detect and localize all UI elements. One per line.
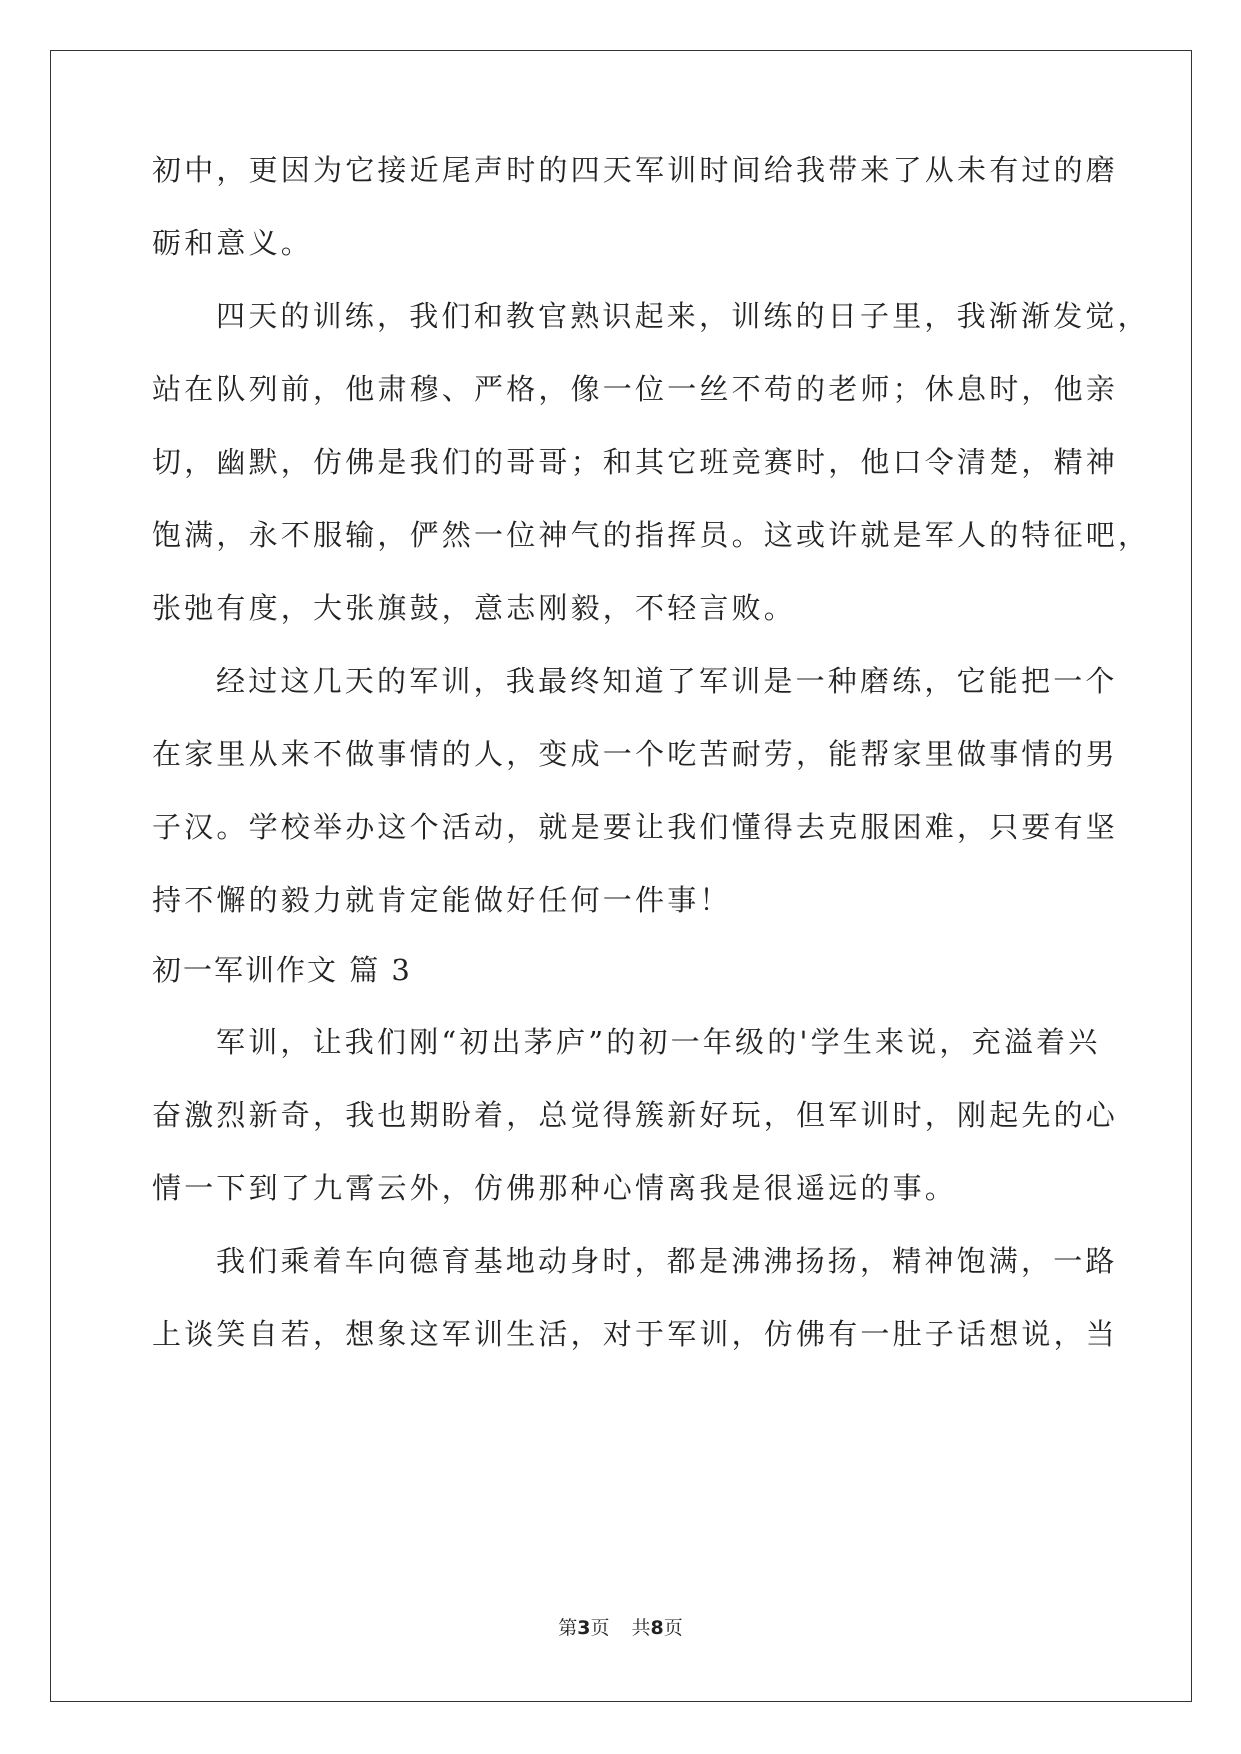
text-line: 情一下到了九霄云外，仿佛那种心情离我是很遥远的事。	[152, 1171, 958, 1205]
text-line: 站在队列前，他肃穆、严格，像一位一丝不苟的老师；休息时，他亲	[152, 372, 1119, 406]
text-line: 砺和意义。	[152, 226, 314, 260]
total-prefix: 共	[631, 1617, 651, 1639]
text-line: 切，幽默，仿佛是我们的哥哥；和其它班竞赛时，他口令清楚，精神	[152, 445, 1119, 479]
total-pages: 8	[650, 1617, 664, 1639]
paragraph-start-line: 我们乘着车向德育基地动身时，都是沸沸扬扬，精神饱满，一路	[216, 1244, 1118, 1278]
text-line: 初中，更因为它接近尾声时的四天军训时间给我带来了从未有过的磨	[152, 153, 1119, 187]
text-line: 子汉。学校举办这个活动，就是要让我们懂得去克服困难，只要有坚	[152, 810, 1119, 844]
page-suffix: 页	[590, 1617, 610, 1639]
text-line: 持不懈的毅力就肯定能做好任何一件事！	[152, 883, 732, 917]
paragraph-start-line: 四天的训练，我们和教官熟识起来，训练的日子里，我渐渐发觉，	[216, 299, 1150, 333]
total-suffix: 页	[663, 1617, 683, 1639]
page-prefix: 第	[558, 1617, 578, 1639]
text-line: 张弛有度，大张旗鼓，意志刚毅，不轻言败。	[152, 591, 797, 625]
paragraph-start-line: 经过这几天的军训，我最终知道了军训是一种磨练，它能把一个	[216, 664, 1118, 698]
page-footer	[0, 1616, 1241, 1640]
text-line: 上谈笑自若，想象这军训生活，对于军训，仿佛有一肚子话想说，当	[152, 1317, 1119, 1351]
text-line: 饱满，永不服输，俨然一位神气的指挥员。这或许就是军人的特征吧，	[152, 518, 1151, 552]
paragraph-start-line: 军训，让我们刚“初出茅庐”的初一年级的'学生来说，充溢着兴	[216, 1025, 1101, 1059]
section-heading: 初一军训作文 篇 3	[152, 953, 412, 987]
page-number: 3	[577, 1617, 591, 1639]
text-line: 在家里从来不做事情的人，变成一个吃苦耐劳，能帮家里做事情的男	[152, 737, 1119, 771]
text-line: 奋激烈新奇，我也期盼着，总觉得簇新好玩，但军训时，刚起先的心	[152, 1098, 1119, 1132]
